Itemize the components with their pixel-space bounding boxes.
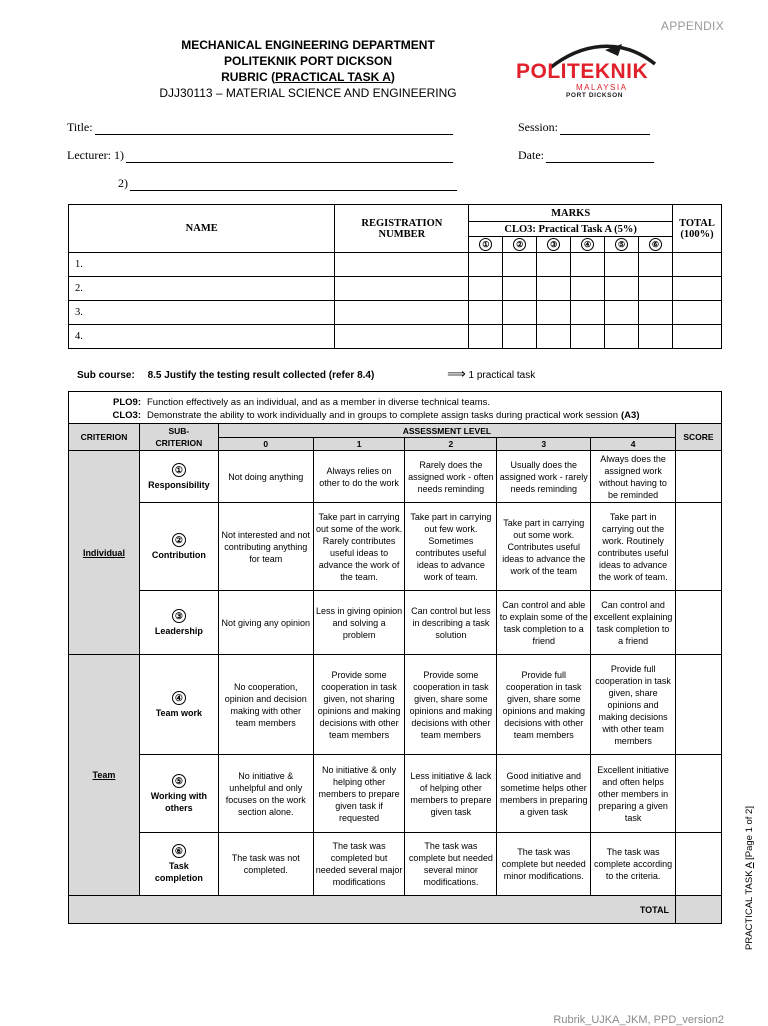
rubric-cell: Good initiative and sometime helps other members in preparing a given task bbox=[497, 755, 591, 833]
session-line[interactable] bbox=[560, 122, 650, 135]
subcourse-line: Sub course: 8.5 Justify the testing result collected (refer 8.4) ⟹ 1 practical task bbox=[77, 366, 536, 381]
rubric-cell: Provide some cooperation in task given, share some opinions and making decisions with other team members bbox=[405, 655, 497, 755]
total-cell[interactable] bbox=[672, 253, 721, 277]
mark-cell[interactable] bbox=[469, 277, 503, 301]
document-header bbox=[130, 37, 486, 101]
mark-cell[interactable] bbox=[571, 277, 605, 301]
rubric-cell: Not giving any opinion bbox=[218, 591, 313, 655]
mark-cell[interactable] bbox=[503, 277, 537, 301]
rubric-cell: No initiative & only helping other members to prepare given task if requested bbox=[313, 755, 405, 833]
mark-cell[interactable] bbox=[639, 277, 673, 301]
date-field[interactable]: Date: bbox=[518, 148, 654, 163]
rubric-cell: Rarely does the assigned work - often needs reminding bbox=[405, 451, 497, 503]
mark-cell[interactable] bbox=[571, 301, 605, 325]
rubric-cell: Provide full cooperation in task given, share opinions and making decisions with other team members bbox=[591, 655, 676, 755]
number-5-icon: ⑤ bbox=[172, 774, 186, 788]
rubric-cell: The task was not completed. bbox=[218, 833, 313, 896]
logo-campus: PORT DICKSON bbox=[566, 92, 624, 99]
sub-criterion-contribution: ② Contribution bbox=[139, 503, 218, 591]
rubric-cell: Less initiative & lack of helping other members to prepare given task bbox=[405, 755, 497, 833]
sub-criterion-working-with-others: ⑤ Working with others bbox=[139, 755, 218, 833]
plo9-line: PLO9: Function effectively as an individual, and as a member in diverse technical teams. bbox=[113, 396, 491, 408]
rubric-table bbox=[68, 391, 722, 924]
rubric-title: RUBRIC (PRACTICAL TASK A) bbox=[221, 70, 395, 84]
criterion-col-3: ③ bbox=[537, 237, 571, 253]
criterion-individual: Individual bbox=[69, 451, 140, 655]
criterion-col-4: ④ bbox=[571, 237, 605, 253]
sub-criterion-leadership: ③ Leadership bbox=[139, 591, 218, 655]
mark-cell[interactable] bbox=[537, 277, 571, 301]
rubric-cell: Can control and excellent explaining task completion to a friend bbox=[591, 591, 676, 655]
rubric-cell: No cooperation, opinion and decision making with other team members bbox=[218, 655, 313, 755]
rubric-cell: Take part in carrying out some of the work. Rarely contributes useful ideas to advance the work of the team. bbox=[313, 503, 405, 591]
score-cell[interactable] bbox=[676, 591, 722, 655]
mark-cell[interactable] bbox=[503, 253, 537, 277]
lecturer1-field[interactable]: Lecturer: 1) bbox=[67, 148, 453, 163]
reg-cell[interactable] bbox=[335, 253, 469, 277]
total-cell[interactable] bbox=[672, 277, 721, 301]
mark-cell[interactable] bbox=[639, 253, 673, 277]
rubric-cell: Provide some cooperation in task given, not sharing opinions and making decisions with other team members bbox=[313, 655, 405, 755]
level-1: 1 bbox=[313, 438, 405, 451]
criterion-col-1: ① bbox=[469, 237, 503, 253]
outcomes-cell bbox=[69, 392, 722, 424]
level-4: 4 bbox=[591, 438, 676, 451]
rubric-cell: Take part in carrying out few work. Sometimes contributes useful ideas to advance work of team. bbox=[405, 503, 497, 591]
mark-cell[interactable] bbox=[469, 325, 503, 349]
criterion-header: CRITERION bbox=[69, 424, 140, 451]
lecturer1-line[interactable] bbox=[126, 150, 453, 163]
table-row bbox=[69, 301, 722, 325]
level-2: 2 bbox=[405, 438, 497, 451]
mark-cell[interactable] bbox=[571, 325, 605, 349]
course-title: DJJ30113 – MATERIAL SCIENCE AND ENGINEERING bbox=[159, 86, 457, 100]
rubric-cell: Always relies on other to do the work bbox=[313, 451, 405, 503]
registration-header: REGISTRATION NUMBER bbox=[335, 205, 469, 253]
criterion-col-5: ⑤ bbox=[605, 237, 639, 253]
mark-cell[interactable] bbox=[503, 301, 537, 325]
mark-cell[interactable] bbox=[469, 301, 503, 325]
mark-cell[interactable] bbox=[469, 253, 503, 277]
logo-country: MALAYSIA bbox=[576, 83, 628, 92]
title-field[interactable]: Title: bbox=[67, 120, 453, 135]
logo-wordmark: POLITEKNIK bbox=[516, 60, 649, 83]
level-0: 0 bbox=[218, 438, 313, 451]
rubric-cell: Excellent initiative and often helps other members in preparing a given task bbox=[591, 755, 676, 833]
arrow-icon: ⟹ bbox=[447, 366, 466, 381]
lecturer2-line[interactable] bbox=[130, 178, 457, 191]
lecturer2-field[interactable]: 2) bbox=[118, 176, 457, 191]
mark-cell[interactable] bbox=[605, 325, 639, 349]
criterion-col-6: ⑥ bbox=[639, 237, 673, 253]
table-row bbox=[69, 833, 722, 896]
rubric-cell: Can control but less in describing a task solution bbox=[405, 591, 497, 655]
assessment-level-header: ASSESSMENT LEVEL bbox=[218, 424, 675, 438]
score-header: SCORE bbox=[676, 424, 722, 451]
footer-version: Rubrik_UJKA_JKM, PPD_version2 bbox=[553, 1014, 724, 1026]
table-row bbox=[69, 655, 722, 755]
criterion-team: Team bbox=[69, 655, 140, 896]
sub-criterion-task-completion: ⑥ Task completion bbox=[139, 833, 218, 896]
rubric-cell: The task was complete but needed several minor modifications. bbox=[405, 833, 497, 896]
row-number: 4. bbox=[69, 325, 335, 349]
table-row bbox=[69, 591, 722, 655]
name-header: NAME bbox=[69, 205, 335, 253]
total-score-cell[interactable] bbox=[676, 896, 722, 924]
mark-cell[interactable] bbox=[571, 253, 605, 277]
clo3-line: CLO3: Demonstrate the ability to work individually and in groups to complete assign tasks during practical work session (A3) bbox=[112, 409, 640, 421]
number-1-icon: ① bbox=[172, 463, 186, 477]
rubric-cell: The task was complete according to the criteria. bbox=[591, 833, 676, 896]
table-row bbox=[69, 755, 722, 833]
rubric-cell: Less in giving opinion and solving a problem bbox=[313, 591, 405, 655]
mark-cell[interactable] bbox=[639, 325, 673, 349]
rubric-cell: No initiative & unhelpful and only focuses on the work section alone. bbox=[218, 755, 313, 833]
score-cell[interactable] bbox=[676, 655, 722, 755]
mark-cell[interactable] bbox=[537, 325, 571, 349]
rubric-cell: Take part in carrying out some work. Contributes useful ideas to advance the work of the team bbox=[497, 503, 591, 591]
reg-cell[interactable] bbox=[335, 301, 469, 325]
page-side-label: PRACTICAL TASK A [Page 1 of 2] bbox=[744, 806, 755, 950]
total-cell[interactable] bbox=[672, 325, 721, 349]
mark-cell[interactable] bbox=[503, 325, 537, 349]
date-line[interactable] bbox=[546, 150, 654, 163]
rubric-cell: Not interested and not contributing anything for team bbox=[218, 503, 313, 591]
rubric-cell: The task was completed but needed several major modifications bbox=[313, 833, 405, 896]
total-label: TOTAL bbox=[69, 896, 676, 924]
clo-header: CLO3: Practical Task A (5%) bbox=[469, 222, 673, 237]
number-2-icon: ② bbox=[172, 533, 186, 547]
mark-cell[interactable] bbox=[537, 301, 571, 325]
rubric-cell: Always does the assigned work without having to be reminded bbox=[591, 451, 676, 503]
row-number: 3. bbox=[69, 301, 335, 325]
row-number: 2. bbox=[69, 277, 335, 301]
rubric-cell: Usually does the assigned work - rarely needs reminding bbox=[497, 451, 591, 503]
table-row bbox=[69, 503, 722, 591]
sub-criterion-team-work: ④ Team work bbox=[139, 655, 218, 755]
row-number: 1. bbox=[69, 253, 335, 277]
politeknik-logo bbox=[510, 36, 670, 104]
mark-cell[interactable] bbox=[605, 277, 639, 301]
rubric-cell: Can control and able to explain some of the task completion to a friend bbox=[497, 591, 591, 655]
department-title: MECHANICAL ENGINEERING DEPARTMENT bbox=[181, 38, 435, 52]
number-3-icon: ③ bbox=[172, 609, 186, 623]
score-cell[interactable] bbox=[676, 833, 722, 896]
total-row bbox=[69, 896, 722, 924]
rubric-cell: Provide full cooperation in task given, share some opinions and making decisions with other team members bbox=[497, 655, 591, 755]
total-cell[interactable] bbox=[672, 301, 721, 325]
score-cell[interactable] bbox=[676, 451, 722, 503]
score-cell[interactable] bbox=[676, 755, 722, 833]
number-6-icon: ⑥ bbox=[172, 844, 186, 858]
rubric-cell: Take part in carrying out the work. Routinely contributes useful ideas to advance the work of team. bbox=[591, 503, 676, 591]
reg-cell[interactable] bbox=[335, 277, 469, 301]
mark-cell[interactable] bbox=[605, 301, 639, 325]
rubric-cell: Not doing anything bbox=[218, 451, 313, 503]
score-cell[interactable] bbox=[676, 503, 722, 591]
table-row bbox=[69, 325, 722, 349]
sub-criterion-header: SUB- CRITERION bbox=[139, 424, 218, 451]
institution-title: POLITEKNIK PORT DICKSON bbox=[223, 54, 392, 68]
total-header: TOTAL (100%) bbox=[672, 205, 721, 253]
level-3: 3 bbox=[497, 438, 591, 451]
appendix-label: APPENDIX bbox=[660, 19, 724, 33]
mark-cell[interactable] bbox=[639, 301, 673, 325]
session-field[interactable]: Session: bbox=[518, 120, 650, 135]
table-row bbox=[69, 451, 722, 503]
reg-cell[interactable] bbox=[335, 325, 469, 349]
table-row bbox=[69, 253, 722, 277]
mark-cell[interactable] bbox=[605, 253, 639, 277]
marks-table bbox=[68, 204, 722, 349]
title-line[interactable] bbox=[95, 122, 453, 135]
rubric-cell: The task was complete but needed minor modifications. bbox=[497, 833, 591, 896]
table-row bbox=[69, 277, 722, 301]
criterion-col-2: ② bbox=[503, 237, 537, 253]
sub-criterion-responsibility: ① Responsibility bbox=[139, 451, 218, 503]
marks-header: MARKS bbox=[469, 205, 673, 222]
mark-cell[interactable] bbox=[537, 253, 571, 277]
number-4-icon: ④ bbox=[172, 691, 186, 705]
